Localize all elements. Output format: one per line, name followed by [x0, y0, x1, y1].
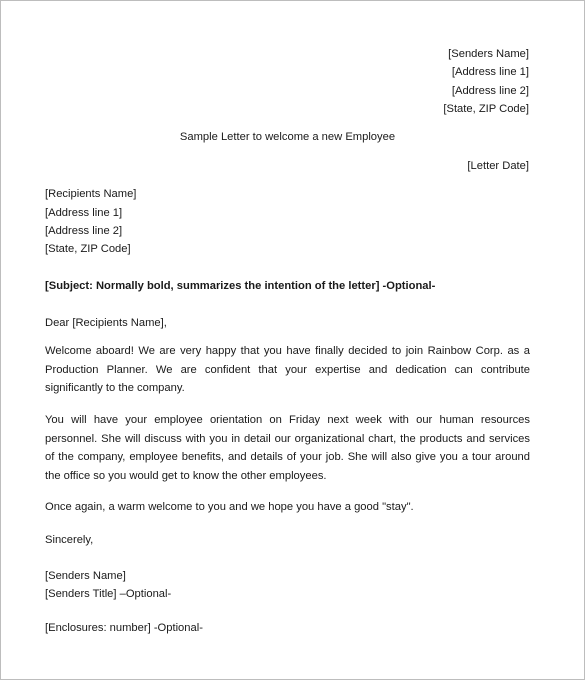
- sender-state-zip: [State, ZIP Code]: [443, 103, 529, 115]
- recipient-state-zip: [State, ZIP Code]: [45, 243, 131, 255]
- sender-address-line-2: [Address line 2]: [451, 85, 529, 97]
- closing: Sincerely,: [45, 534, 94, 546]
- recipient-address-line-2: [Address line 2]: [45, 225, 123, 237]
- sender-address-line-1: [Address line 1]: [451, 66, 529, 78]
- sender-name: [Senders Name]: [448, 48, 529, 60]
- letter-date: [Letter Date]: [467, 160, 529, 172]
- recipient-name: [Recipients Name]: [45, 188, 137, 200]
- body-paragraph-3: Once again, a warm welcome to you and we hope you have a good "stay".: [45, 501, 414, 513]
- signature-name: [Senders Name]: [45, 570, 126, 582]
- recipient-address-line-1: [Address line 1]: [45, 207, 123, 219]
- subject-line: [Subject: Normally bold, summarizes the intention of the letter] -Optional-: [45, 280, 436, 292]
- signature-title: [Senders Title] –Optional-: [45, 588, 172, 600]
- body-paragraph-1: Welcome aboard! We are very happy that you have finally decided to join Rainbow Corp. as a Production Planner. We are confident that your expertise and dedication can contribute significantly to the company.: [45, 345, 530, 394]
- letter-title: Sample Letter to welcome a new Employee: [179, 131, 396, 143]
- enclosures: [Enclosures: number] -Optional-: [45, 622, 203, 634]
- body-paragraph-2: You will have your employee orientation on Friday next week with our human resources personnel. She will discuss with you in detail our organizational chart, the products and services of the company, employee benefits, and details of your job. She will also give you a tour around the office so you would get to know the other employees.: [45, 414, 530, 482]
- salutation: Dear [Recipients Name],: [45, 317, 167, 329]
